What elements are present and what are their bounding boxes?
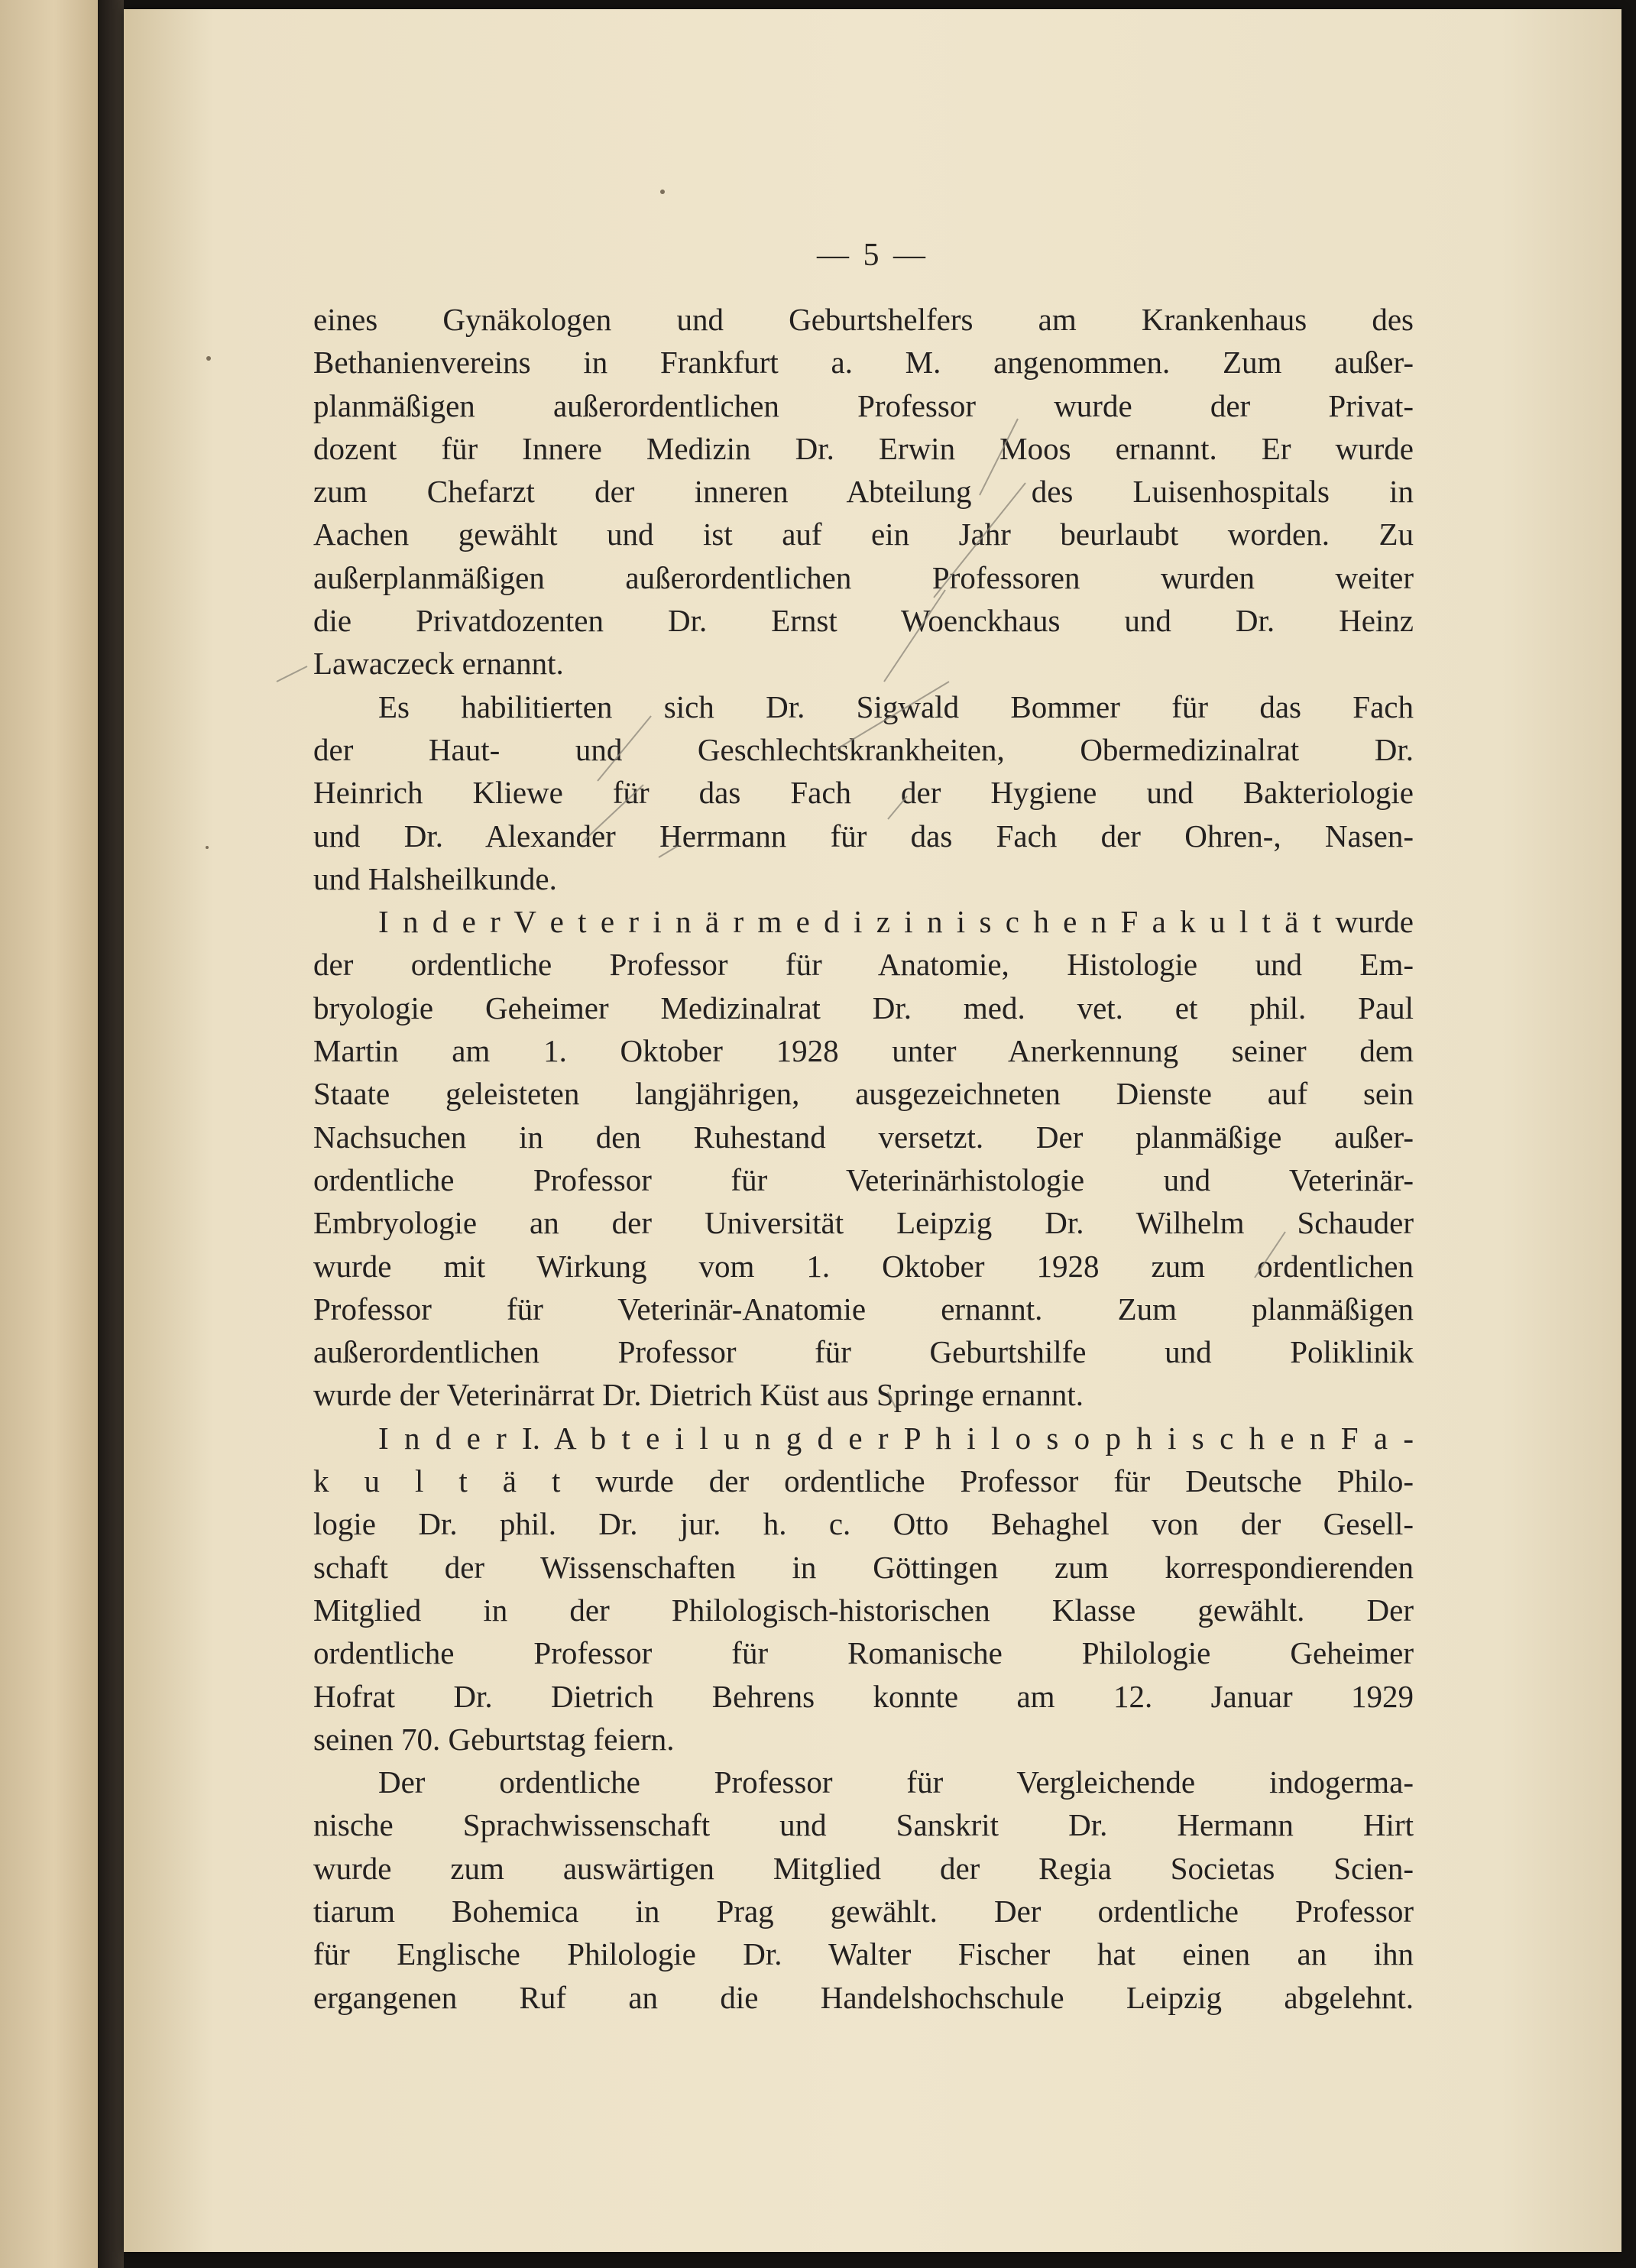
- text-line: Nachsuchen in den Ruhestand versetzt. Der planmäßige außer-: [313, 1119, 1414, 1155]
- text-line: bryologie Geheimer Medizinalrat Dr. med. vet. et phil. Paul: [313, 990, 1414, 1025]
- text-line: der ordentliche Professor für Anatomie, Histologie und Em-: [313, 947, 1414, 983]
- text-line: tiarum Bohemica in Prag gewählt. Der ordentliche Professor: [313, 1893, 1414, 1929]
- text-line: wurde der Veterinärrat Dr. Dietrich Küst aus Springe ernannt.: [313, 1377, 1084, 1413]
- text-line: logie Dr. phil. Dr. jur. h. c. Otto Behaghel von der Gesell-: [313, 1506, 1414, 1542]
- text-line: Der ordentliche Professor für Vergleichende indogerma-: [378, 1764, 1414, 1800]
- text-line: außerplanmäßigen außerordentlichen Professoren wurden weiter: [313, 559, 1414, 595]
- page-number: — 5 —: [817, 238, 928, 273]
- text-line: seinen 70. Geburtstag feiern.: [313, 1721, 675, 1757]
- text-line: wurde zum auswärtigen Mitglied der Regia Societas Scien-: [313, 1850, 1414, 1886]
- text-line: außerordentlichen Professor für Geburtshilfe und Poliklinik: [313, 1334, 1414, 1370]
- body-text: [313, 298, 1414, 2019]
- text-line: Heinrich Kliewe für das Fach der Hygiene und Bakteriologie: [313, 775, 1414, 811]
- text-line: zum Chefarzt der inneren Abteilung des Luisenhospitals in: [313, 474, 1414, 510]
- text-line: I n d e r I. A b t e i l u n g d e r P h i l o s o p h i s c h e n F a -: [378, 1420, 1414, 1456]
- text-line: dozent für Innere Medizin Dr. Erwin Moos ernannt. Er wurde: [313, 430, 1414, 466]
- text-line: und Halsheilkunde.: [313, 860, 557, 896]
- text-line: für Englische Philologie Dr. Walter Fischer hat einen an ihn: [313, 1936, 1414, 1972]
- text-line: Staate geleisteten langjährigen, ausgezeichneten Dienste auf sein: [313, 1076, 1414, 1112]
- text-line: Lawaczeck ernannt.: [313, 646, 564, 682]
- left-page-edge: [0, 0, 98, 2268]
- text-line: Professor für Veterinär-Anatomie ernannt. Zum planmäßigen: [313, 1291, 1414, 1327]
- text-line: Aachen gewählt und ist auf ein Jahr beurlaubt worden. Zu: [313, 517, 1414, 552]
- text-line: Embryologie an der Universität Leipzig Dr. Wilhelm Schauder: [313, 1205, 1414, 1241]
- text-line: k u l t ä t wurde der ordentliche Professor für Deutsche Philo-: [313, 1463, 1414, 1499]
- text-line: die Privatdozenten Dr. Ernst Woenckhaus und Dr. Heinz: [313, 603, 1414, 639]
- text-line: wurde mit Wirkung vom 1. Oktober 1928 zum ordentlichen: [313, 1248, 1414, 1284]
- paper-speck: [206, 846, 209, 849]
- text-line: der Haut- und Geschlechtskrankheiten, Obermedizinalrat Dr.: [313, 731, 1414, 767]
- book-gutter: [98, 0, 124, 2268]
- text-line: planmäßigen außerordentlichen Professor wurde der Privat-: [313, 387, 1414, 423]
- paper-speck: [206, 356, 211, 361]
- text-line: eines Gynäkologen und Geburtshelfers am Krankenhaus des: [313, 302, 1414, 337]
- pencil-stroke: [277, 666, 307, 682]
- text-line: ordentliche Professor für Romanische Philologie Geheimer: [313, 1635, 1414, 1671]
- text-line: Mitglied in der Philologisch-historischen Klasse gewählt. Der: [313, 1592, 1414, 1628]
- text-line: Es habilitierten sich Dr. Sigwald Bommer für das Fach: [378, 688, 1414, 724]
- text-line: Martin am 1. Oktober 1928 unter Anerkennung seiner dem: [313, 1033, 1414, 1069]
- text-line: I n d e r V e t e r i n ä r m e d i z i n i s c h e n F a k u l t ä t wurde: [378, 904, 1414, 940]
- text-line: ergangenen Ruf an die Handelshochschule Leipzig abgelehnt.: [313, 1979, 1414, 2015]
- text-line: schaft der Wissenschaften in Göttingen zum korrespondierenden: [313, 1549, 1414, 1585]
- text-line: Hofrat Dr. Dietrich Behrens konnte am 12. Januar 1929: [313, 1678, 1414, 1714]
- document-page: [124, 9, 1621, 2252]
- text-line: Bethanienvereins in Frankfurt a. M. angenommen. Zum außer-: [313, 345, 1414, 381]
- paper-speck: [660, 190, 665, 194]
- text-line: und Dr. Alexander Herrmann für das Fach der Ohren-, Nasen-: [313, 818, 1414, 854]
- text-line: ordentliche Professor für Veterinärhistologie und Veterinär-: [313, 1162, 1414, 1197]
- text-line: nische Sprachwissenschaft und Sanskrit Dr. Hermann Hirt: [313, 1807, 1414, 1843]
